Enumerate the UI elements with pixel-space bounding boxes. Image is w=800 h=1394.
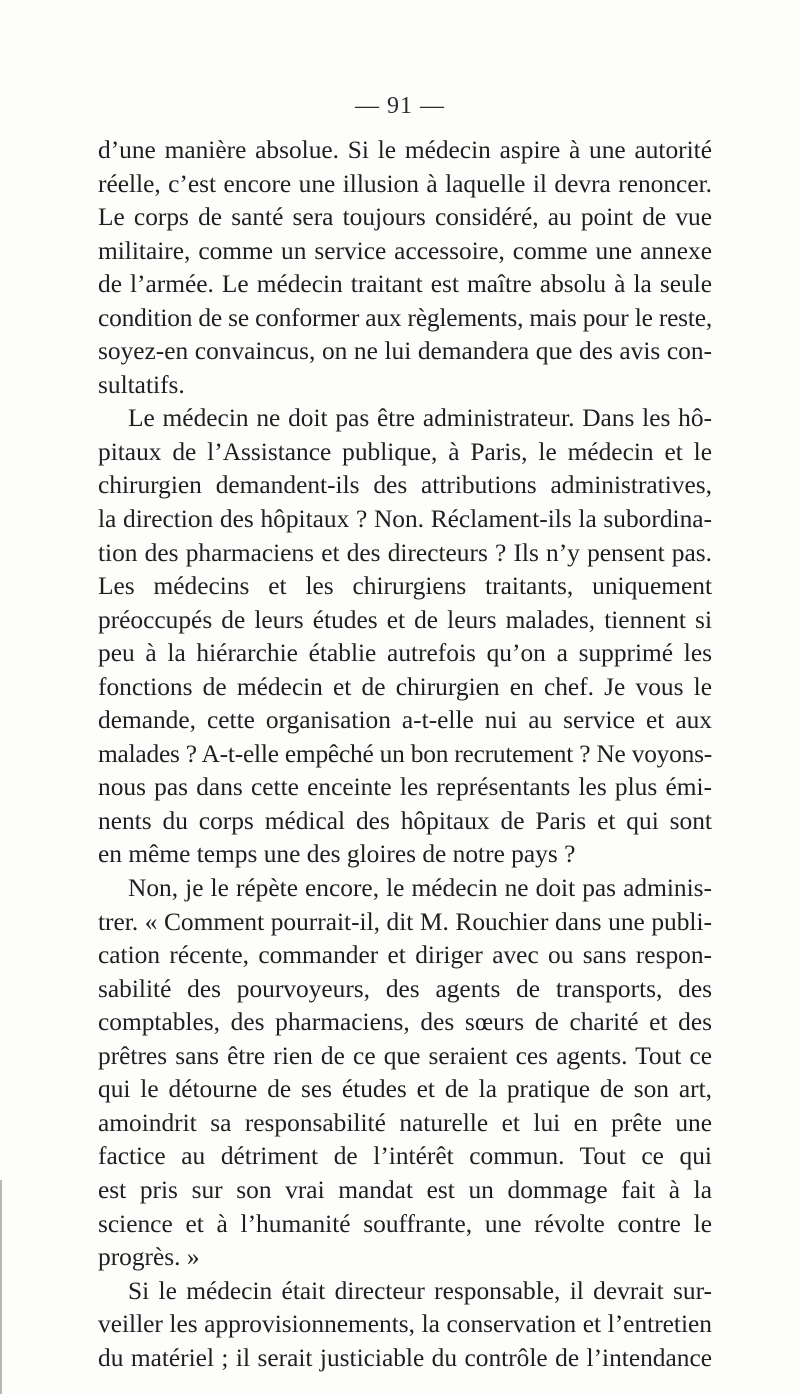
- text-line: demande, cette organisation a-t-elle nui au service et aux: [98, 706, 712, 735]
- text-line: tion des pharmaciens et des directeurs ? Ils n’y pensent pas.: [98, 538, 712, 567]
- text-line: qui le détourne de ses études et de la pratique de son art,: [98, 1075, 712, 1104]
- text-line: d’une manière absolue. Si le médecin aspire à une autorité: [98, 136, 712, 164]
- text-line: trer. « Comment pourrait-il, dit M. Rouchier dans une publi-: [98, 907, 712, 936]
- text-line: condition de se conformer aux règlements, mais pour le reste,: [98, 303, 712, 332]
- text-line: peu à la hiérarchie établie autrefois qu’on a supprimé les: [98, 639, 712, 668]
- text-line: la direction des hôpitaux ? Non. Réclament-ils la subordina-: [98, 505, 712, 534]
- text-line: sabilité des pourvoyeurs, des agents de transports, des: [98, 974, 712, 1003]
- text-line: Les médecins et les chirurgiens traitants, uniquement: [98, 572, 712, 601]
- text-line: prêtres sans être rien de ce que seraient ces agents. Tout ce: [98, 1041, 712, 1070]
- text-line: nents du corps médical des hôpitaux de Paris et qui sont: [98, 806, 712, 835]
- text-line: du matériel ; il serait justiciable du contrôle de l’intendance: [98, 1343, 712, 1372]
- text-line: comptables, des pharmaciens, des sœurs de charité et des: [98, 1008, 712, 1037]
- text-line: malades ? A-t-elle empêché un bon recrutement ? Ne voyons-: [98, 739, 712, 768]
- margin-rule: [0, 1180, 2, 1394]
- text-line: factice au détriment de l’intérêt commun. Tout ce qui: [98, 1142, 712, 1171]
- text-line: préoccupés de leurs études et de leurs malades, tiennent si: [98, 605, 712, 634]
- text-line: Le corps de santé sera toujours considéré, au point de vue: [98, 203, 712, 232]
- page-number: — 91 —: [355, 93, 445, 119]
- text-line: veiller les approvisionnements, la conservation et l’entretien: [98, 1310, 712, 1339]
- text-line: Le médecin ne doit pas être administrateur. Dans les hô-: [128, 404, 712, 433]
- text-line: amoindrit sa responsabilité naturelle et lui en prête une: [98, 1108, 712, 1137]
- text-line: science et à l’humanité souffrante, une révolte contre le: [98, 1209, 712, 1238]
- text-line: militaire, comme un service accessoire, comme une annexe: [98, 236, 712, 265]
- text-line: Non, je le répète encore, le médecin ne doit pas adminis-: [128, 874, 712, 903]
- text-line: est pris sur son vrai mandat est un dommage fait à la: [98, 1175, 712, 1204]
- text-line: de l’armée. Le médecin traitant est maître absolu à la seule: [98, 270, 712, 299]
- text-line: Si le médecin était directeur responsable, il devrait sur-: [128, 1276, 712, 1305]
- text-line: soyez-en convaincus, on ne lui demandera que des avis con-: [98, 337, 712, 366]
- text-line: pitaux de l’Assistance publique, à Paris, le médecin et le: [98, 437, 712, 466]
- text-line: fonctions de médecin et de chirurgien en chef. Je vous le: [98, 672, 712, 701]
- text-line: réelle, c’est encore une illusion à laquelle il devra renoncer.: [98, 169, 712, 198]
- body-text: [98, 134, 712, 1375]
- text-line: sultatifs.: [98, 370, 185, 399]
- text-line: en même temps une des gloires de notre pays ?: [98, 840, 576, 869]
- text-line: chirurgien demandent-ils des attributions administratives,: [98, 471, 712, 500]
- text-line: cation récente, commander et diriger avec ou sans respon-: [98, 941, 712, 970]
- text-line: nous pas dans cette enceinte les représentants les plus émi-: [98, 773, 712, 802]
- text-line: progrès. »: [98, 1243, 200, 1272]
